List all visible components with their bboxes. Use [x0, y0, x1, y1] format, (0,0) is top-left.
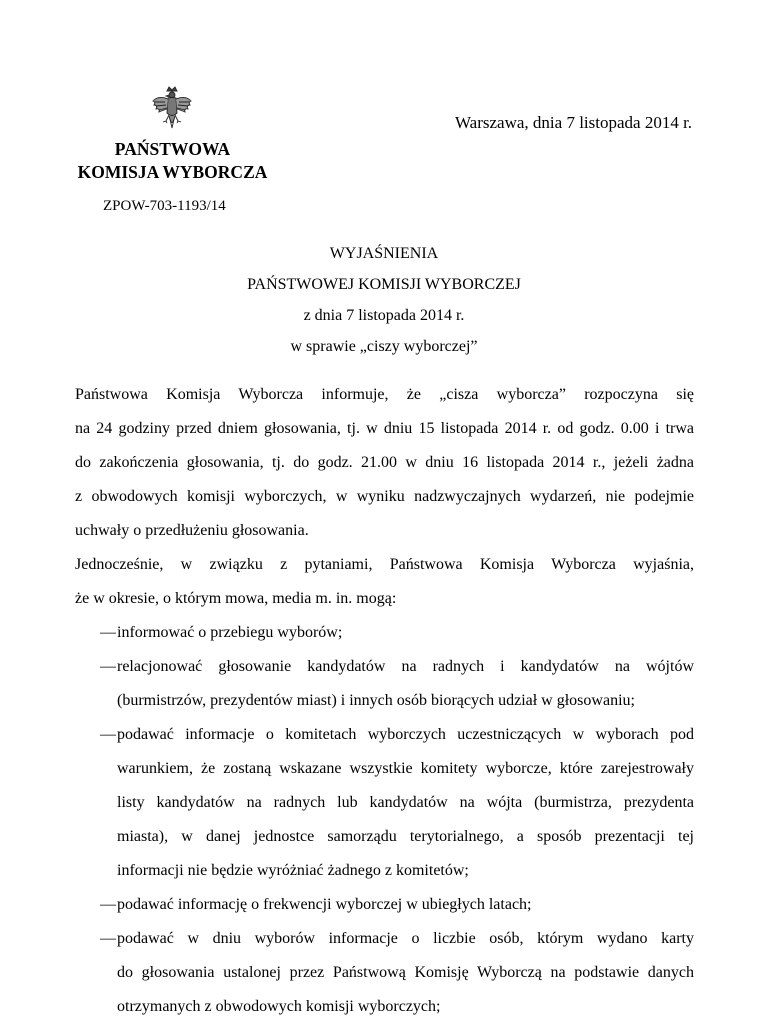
list-item [75, 922, 694, 956]
dash-bullet: — [100, 624, 116, 641]
document-title: WYJAŚNIENIA [329, 245, 439, 262]
document-subject: w sprawie „ciszy wyborczej” [290, 338, 478, 355]
institution-name [70, 138, 275, 184]
document-issuer: PAŃSTWOWEJ KOMISJI WYBORCZEJ [247, 276, 521, 293]
list-item-line: podawać informacje o komitetach wyborczych uczestniczących w wyborach pod [117, 726, 694, 743]
paragraph-1-line-2: na 24 godziny przed dniem głosowania, tj. w dniu 15 listopada 2014 r. od godz. 0.00 i trwa [75, 420, 694, 437]
list-item-continuation [75, 956, 694, 990]
dash-bullet: — [100, 930, 116, 947]
list-item-line: relacjonować głosowanie kandydatów na radnych i kandydatów na wójtów [117, 658, 694, 675]
list-item-continuation [75, 820, 694, 854]
reference-number: ZPOW-703-1193/14 [103, 198, 226, 214]
list-item-line: informacji nie będzie wyróżniać żadnego z komitetów; [117, 862, 469, 879]
list-item-continuation [75, 990, 694, 1024]
list-item-continuation [75, 752, 694, 786]
institution-line-2: KOMISJA WYBORCZA [77, 162, 268, 182]
dash-bullet: — [100, 726, 116, 743]
list-item-continuation [75, 854, 694, 888]
paragraph-1-line-5: uchwały o przedłużeniu głosowania. [75, 522, 309, 539]
list-item-line: do głosowania ustalonej przez Państwową Komisję Wyborczą na podstawie danych [117, 964, 694, 981]
list-item-continuation [75, 684, 694, 718]
dash-bullet: — [100, 658, 116, 675]
list-item-line: informować o przebiegu wyborów; [117, 624, 343, 641]
list-item-line: miasta), w danej jednostce samorządu terytorialnego, a sposób prezentacji tej [117, 828, 694, 845]
paragraph-1-line-3: do zakończenia głosowania, tj. do godz. 21.00 w dniu 16 listopada 2014 r., jeżeli żadna [75, 454, 694, 471]
list-item-line: warunkiem, że zostaną wskazane wszystkie komitety wyborcze, które zarejestrowały [117, 760, 694, 777]
list-item-line: listy kandydatów na radnych lub kandydatów na wójta (burmistrza, prezydenta [117, 794, 694, 811]
place-and-date: Warszawa, dnia 7 listopada 2014 r. [455, 113, 693, 132]
list-item [75, 718, 694, 752]
list-item-line: podawać informację o frekwencji wyborczej w ubiegłych latach; [117, 896, 532, 913]
paragraph-1 [75, 378, 694, 1024]
document-date: z dnia 7 listopada 2014 r. [303, 307, 465, 324]
bullet-list [75, 616, 694, 1024]
list-item-line: podawać w dniu wyborów informacje o liczbie osób, którym wydano karty [117, 930, 694, 947]
paragraph-2-line-1: Jednocześnie, w związku z pytaniami, Państwowa Komisja Wyborcza wyjaśnia, [75, 556, 694, 573]
paragraph-2-line-2: że w okresie, o którym mowa, media m. in. mogą: [75, 590, 397, 607]
list-item [75, 650, 694, 684]
list-item [75, 888, 694, 922]
list-item-continuation [75, 786, 694, 820]
polish-eagle-emblem-icon [150, 85, 194, 133]
dash-bullet: — [100, 896, 116, 913]
paragraph-1-line-4: z obwodowych komisji wyborczych, w wyniku nadzwyczajnych wydarzeń, nie podejmie [75, 488, 694, 505]
list-item-line: (burmistrzów, prezydentów miast) i innych osób biorących udział w głosowaniu; [117, 692, 635, 709]
institution-line-1: PAŃSTWOWA [114, 139, 231, 159]
list-item-line: otrzymanych z obwodowych komisji wyborczych; [117, 998, 441, 1015]
list-item [75, 616, 694, 650]
paragraph-1-line-1: Państwowa Komisja Wyborcza informuje, że „cisza wyborcza” rozpoczyna się [75, 386, 694, 403]
